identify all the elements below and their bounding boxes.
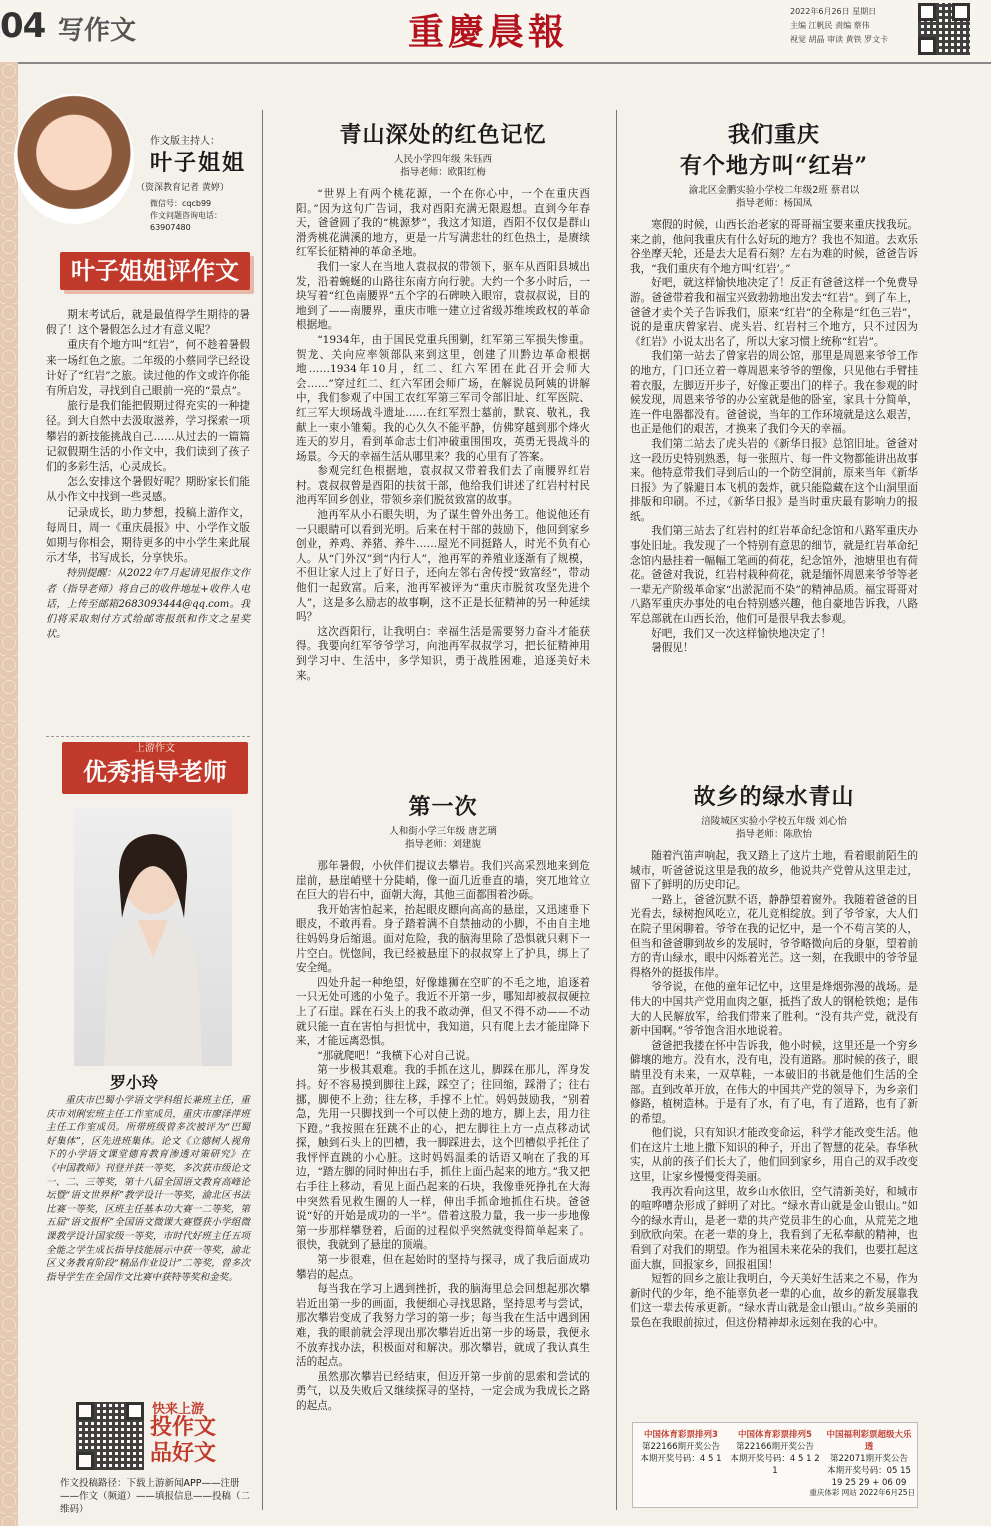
article-paragraph: 好吧，我们又一次这样愉快地决定了！ (651, 627, 832, 640)
article-paragraph: 爷爷说，在他的童年记忆中，这里是烽烟弥漫的战场。是伟大的中国共产党用血肉之躯，抵挡了敌人的钢枪铁炮；是伟大的人民解放军，给我们带来了胜利。“没有共产党，就没有新中国啊。”爷爷饱含泪水地说着。 (630, 981, 918, 1038)
article-paragraph: 这次酉阳行，让我明白：幸福生活是需要努力奋斗才能获得。我要向红军爷爷学习，向池再军叔叔学习，把长征精神用到学习中、生活中，多学知识，勇于战胜困难，追逐美好未来。 (296, 625, 590, 682)
editors: 主编 江帆民 责编 蔡伟 (790, 21, 870, 30)
lottery-ad-item (635, 1429, 727, 1465)
article-title-line1: 我们重庆 (727, 122, 820, 148)
host-contact (150, 198, 250, 234)
article-paragraph: 爸爸把我搂在怀中告诉我，他小时候，这里还是一个穷乡僻壤的地方。没有水，没有电，没有道路。那时候的孩子，眼睛里没有未来，一双草鞋，一本破旧的书就是他们生活的全部。直到改革开放，在伟大的中国共产党的领导下，为乡亲们修路，植树造林。于是有了水，有了电，有了道路，也有了新的希望。 (630, 1039, 918, 1125)
article-paragraph: 第一步很难，但在起始时的坚持与探寻，成了我后面成功攀岩的起点。 (296, 1254, 590, 1281)
lottery-issue: 第22166期开奖公告 (735, 1442, 815, 1452)
promo-path: 作文投稿路径：下载上游新闻APP——注册——作文（频道）——填报信息——投稿（二维码） (60, 1478, 251, 1515)
intro-paragraph: 记录成长，助力梦想，投稿上游作文，每周日，周一《重庆晨报》中、小学作文版如期与你相会，期待更多的中小学生来此展示才华，书写成长，分享快乐。 (46, 506, 250, 565)
host-name: 叶子姐姐 (150, 150, 247, 176)
section-name: 写作文 (58, 16, 137, 46)
article-paragraph: 一路上，爸爸沉默不语，静静望着窗外。我随着爸爸的目光看去，绿树抱风吃立，花儿竞相绽放。到了爷爷家，大人们在院子里闲聊着。爷爷在我的记忆中，是一个不苟言笑的人，但当和爸爸聊到故乡的发展时，爷爷略微向后的身躯，望着前方的青山绿水，眼中闪烁着光芒。这一刻，在我眼中的爷爷显得格外的挺拔伟岸。 (630, 893, 918, 979)
promo-line2: 投作文 (150, 1414, 217, 1440)
sidebar-intro (46, 308, 250, 642)
article-paragraph: 我们第三站去了红岩村的红岩革命纪念馆和八路军重庆办事处旧址。我发现了一个特别有意思的细节，就是红岩革命纪念馆内悬挂着一幅幅工笔画的荷花，纪念馆外，池塘里也有荷花。爸爸对我说，红岩村栽种荷花，就是缅怀周恩来爷爷等老一辈无产阶级革命家“出淤泥而不染”的精神品质。福宝哥哥对八路军重庆办事处的电台特别感兴趣，他自豪地告诉我，八路军总部就在山西长治，他们可是很早我去参观。 (630, 525, 918, 626)
article-paragraph: 他们说，只有知识才能改变命运，科学才能改变生活。他们在这片土地上撒下知识的种子，开出了智慧的花朵。春华秋实，从前的孩子们长大了，他们回到家乡，用自己的双手改变这里，让家乡慢慢变得美丽。 (630, 1127, 918, 1184)
intro-paragraph: 旅行是我们能把假期过得充实的一种捷径。到大自然中去汲取滋养，学习探索一项攀岩的新技能挑战自己……从过去的一篇篇记叙假期生活的小作文中，我们读到了孩子们的多彩生活，心灵成长。 (46, 400, 250, 474)
lottery-result: 本期开奖号码：05 15 19 25 29 + 06 09 (827, 1466, 911, 1488)
article-paragraph: 好吧，就这样愉快地决定了！反正有爸爸这样一个免费导游。爸爸带着我和福宝兴致勃勃地出发去“红岩”。到了车上，爸爸才卖个关子告诉我们，原来“红岩”的全称是“红色三岩”，说的是重庆曾家岩、虎头岩、红岩村三个地方，只不过因为《红岩》小说太出名了，所以大家习惯上统称“红岩”。 (630, 277, 918, 348)
article-body (296, 859, 590, 1414)
article-teacher: 指导老师：杨国凤 (735, 198, 812, 209)
lottery-ad-item (729, 1429, 821, 1477)
article-teacher: 指导老师：陈欣怡 (735, 829, 812, 840)
article-teacher: 指导老师：刘建旎 (404, 839, 481, 850)
article-author: 人民小学四年级 朱钰西 (393, 154, 493, 165)
article-paragraph: “1934年，由于国民党重兵围剿，红军第三军损失惨重。贺龙、关向应率领部队来到这里，创建了川黔边革命根据地……1934年10月，红二、红六军团在此召开会师大会……”穿过红二、红六军团会师广场，在解说员阿姨的讲解中，我们参观了中国工农红军第三军司令部旧址、红军医院、红三军大坝场战斗遗址……在红军烈士墓前，默哀、敬礼，我献上一束小雏菊。我的心久久不能平静，仿佛穿越到那个烽火连天的岁月，看到革命志士们冲破重围围攻，英勇无畏战斗的场景。今天的幸福生活从哪里来？我的心里有了答案。 (296, 333, 590, 463)
article-paragraph: 我们第二站去了虎头岩的《新华日报》总馆旧址。爸爸对这一段历史特别熟悉，每一张照片、每一件文物都能讲出故事来。他特意带我们寻到后山的一个防空洞前，原来当年《新华日报》为了躲避日本飞机的轰炸，就只能隐藏在这个山洞里面排版和印刷。不过，《新华日报》是当时重庆最有影响力的报纸。 (630, 437, 918, 523)
promo-slogan (150, 1414, 250, 1466)
promo-line1: 快来上游 (152, 1402, 205, 1417)
banner-small: 上游作文 (135, 743, 175, 754)
column-divider (262, 110, 263, 1510)
article-author: 涪陵城区实验小学校五年级 刘心怡 (701, 816, 847, 827)
article-paragraph: 我们第一站去了曾家岩的周公馆，那里是周恩来爷爷工作的地方，门口还立着一尊周恩来爷爷的塑像，只见他右手臂挂着衣服，左脚迈开步子，好像正要出门的样子。我在参观的时候发现，周恩来爷爷的办公室就是他的卧室，家具十分简单，连一件电器都没有。爸爸说，当年的工作环境就是这么艰苦，也正是他们的艰苦，才换来了我们今天的幸福。 (630, 350, 918, 436)
banner-review: 叶子姐姐评作文 (60, 252, 250, 290)
article-first-time (296, 790, 590, 1414)
hotline-label: 作文问题咨询电话： (150, 211, 222, 220)
article-paragraph: 第一步极其艰难。我的手抓在这儿，脚踩在那儿，浑身发抖。好不容易摸到脚往上踩，踩空了；往回缩，踩滑了；往右挪，脚使不上劲；往左移，手撑不上忙。妈妈鼓励我，“别着急，先用一只脚找到一个可以使上劲的地方，脚上去，用力往下蹬。”我按照在狂跳不止的心，把左脚往上方一点点移动试探，触到石头上的凹槽，我一脚踩进去，这个凹槽似乎托住了我怦怦直跳的小心脏。这时妈妈温柔的话语又响在了我的耳边，“踏左脚的同时伸出右手，抓住上面凸起来的地方。”我又把右手往上移动，看见上面凸起来的石块，我像垂死挣扎在大海中突然看见救生圈的人一样，伸出手抓命地抓住石块。爸爸说“好的开始是成功的一半”。借着这股力量，我一步一步地像第一步那样攀登着，后面的过程似乎突然就变得简单起来了。很快，我就到了悬崖的顶端。 (296, 1064, 590, 1252)
lottery-result: 本期开奖号码：4 5 1 2 1 (730, 1454, 820, 1476)
article-body (296, 187, 590, 683)
promo-qr-code-icon[interactable] (76, 1402, 144, 1470)
article-paragraph: 我再次看向这里，故乡山水依旧，空气清新美好，和城市的喧哗嘈杂形成了鲜明了对比。“绿水青山就是金山银山。”如今的绿水青山，是老一辈的共产党员非生的心血，从荒芜之地到欣欣向荣。在老一辈的身上，我看到了无私奉献的精神，也看到了对我们的期望。作为祖国未来花朵的我们，也要扛起这面大旗，回报家乡，回报祖国！ (630, 1185, 918, 1271)
decorative-strip (0, 62, 18, 1526)
header-info (790, 5, 915, 47)
masthead: 重慶晨報 (408, 11, 569, 53)
intro-paragraph: 重庆有个地方叫“红岩”，何不趁着暑假来一场红色之旅。二年级的小蔡同学已经设计好了“红岩”之旅。读过他的作文或许你能有所启发，寻找到自己眼前一亮的“景点”。 (46, 339, 250, 398)
article-paragraph: 短暂的回乡之旅让我明白，今天美好生活来之不易，作为新时代的少年，绝不能辜负老一辈的心血，故乡的新发展靠我们这一辈去传承更新。“绿水青山就是金山银山。”故乡美丽的景色在我眼前掠过，但这份精神却永远刻在我的心中。 (630, 1273, 918, 1329)
article-paragraph: 随着汽笛声响起，我又踏上了这片土地，看着眼前陌生的城市，听爸爸说这里是我的故乡，他说共产党曾从这里走过，留下了鲜明的历史印记。 (630, 850, 918, 892)
intro-notice: 特别提醒：从2022年7月起请见报作文作者（指导老师）将自己的收件地址+收件人电话，上传至邮箱2683093444@qq.com。我们将采取刻付方式给邮寄报纸和作文之星奖状。 (46, 568, 250, 641)
banner-big: 优秀指导老师 (83, 758, 227, 786)
lottery-result: 本期开奖号码：4 5 1 (640, 1454, 722, 1464)
lottery-title: 中国体育彩票排列3 (644, 1430, 718, 1440)
promo-line3: 品好文 (150, 1440, 217, 1466)
article-title: 第一次 (408, 794, 478, 820)
wechat-id: 微信号：cqcb99 (150, 199, 212, 208)
intro-paragraph: 怎么安排这个暑假好呢？期盼家长们能从小作文中找到一些灵感。 (46, 476, 250, 504)
teacher-figure-icon (74, 808, 232, 1066)
article-title: 故乡的绿水青山 (693, 784, 855, 810)
teacher-bio-text: 重庆市巴蜀小学语文学科组长兼班主任，重庆市刘俐宏班主任工作室成员，重庆市廖泽萍班主任工作室成员。所带班级曾多次被评为“巴蜀好集体”，区先进班集体。论文《立德树人视角下的小学语文课堂德育教育渗透对策研究》在《中国教师》刊登并获一等奖，多次获市级论文一、二、三等奖，第十八届全国语文教育高峰论坛暨“语文世界杯”教学设计一等奖，渝北区书法比赛一等奖，区班主任基本功大赛一二等奖，第五届“语文报杯”全国语文微课大赛暨获小学组微课教学设计国家级一等奖，市时代好班主任五项全能之学生成长指导技能展示中获一等奖，渝北区义务教育阶段“精品作业设计”二等奖，曾多次指导学生在全国作文比赛中获特等奖和金奖。 (46, 1095, 250, 1283)
page-number: 04 (0, 6, 46, 46)
article-title-line2: 有个地方叫“红岩” (679, 153, 869, 179)
lottery-ad-item (823, 1429, 915, 1489)
lottery-footer: 重庆体彩 网站 2022年6月25日 (809, 1488, 915, 1497)
article-paragraph: 四处升起一种绝望，好像雄狮在空旷的不毛之地，追逐着一只无处可逃的小兔子。我近不开第一步，哪知却被叔叔硬拉上了石崖。踩在石头上的我不敢动弹，但又不得不动——不动就只能一直在害怕与担忧中，我知道，只有爬上去才能崖降下来，才能远离恐惧。 (296, 976, 590, 1048)
issue-date: 2022年6月26日 星期日 (790, 7, 877, 16)
lottery-ad (632, 1422, 918, 1508)
host-label: 作文版主持人： (150, 136, 220, 147)
article-paragraph: 参观完红色根据地，袁叔叔又带着我们去了南腰界红岩村。袁叔叔曾是酉阳的扶贫干部，他给我们讲述了红岩村村民池再军回乡创业，带领乡亲们脱贫致富的故事。 (296, 465, 590, 507)
banner-teacher (62, 742, 248, 794)
article-teacher: 指导老师：欧阳红梅 (400, 167, 486, 178)
header-qr-code-icon[interactable] (918, 3, 970, 55)
article-paragraph: 那年暑假，小伙伴们提议去攀岩。我们兴高采烈地来到危崖前，悬崖峭壁十分陡峭，像一面几近垂直的墙，突兀地耸立在巨大的岩石中，面朝大海，其他三面都围着沙砾。 (296, 860, 590, 902)
teacher-photo (74, 808, 232, 1066)
article-paragraph: 池再军从小石眼失明，为了谋生曾外出务工。他说他还有一只眼睛可以看到光明。后来在村干部的鼓励下，他回到家乡创业，养鸡、养猪、养牛……屋光不同挺路人，时光不负有心人。从“门外汉”到“内行人”，池再军的养殖业逐渐有了规模，不但让家人过上了好日子，还向左邻右舍传授“致富经”，带动他们一起致富。后来，池再军被评为“重庆市脱贫攻坚先进个人”，这是多么励志的故事啊，这不正是长征精神的另一种延续吗？ (296, 509, 590, 624)
teacher-bio (46, 1094, 250, 1284)
teacher-name: 罗小玲 (110, 1073, 159, 1092)
lottery-title: 中国体育彩票排列5 (738, 1430, 812, 1440)
article-paragraph: 寒假的时候，山西长治老家的哥哥福宝要来重庆找我玩。来之前，他问我重庆有什么好玩的地方？我也不知道。去欢乐谷坐摩天轮，还是去大足看石刻？左右为难的时候，爸爸告诉我，“我们重庆有个地方叫‘红岩’。” (630, 219, 918, 275)
article-title: 青山深处的红色记忆 (339, 122, 547, 148)
divider (46, 736, 250, 737)
article-paragraph: 我开始害怕起来，抬起眼皮瞟向高高的悬崖，又迅速垂下眼皮，不敢再看。身子踏着满不自禁抽动的小脚，不由自主地往妈妈身后缩退。面对危险，我的脑海里除了恐惧就只剩下一片空白。恍惚间，我已经被悬崖下的叔叔穿上了护具，绑上了安全绳。 (296, 903, 590, 975)
article-paragraph: “那就爬吧！”我横下心对自己说。 (317, 1049, 477, 1062)
lottery-issue: 第22166期开奖公告 (641, 1442, 721, 1452)
lottery-issue: 第22071期开奖公告 (829, 1454, 909, 1464)
hotline-number: 63907480 (150, 223, 191, 232)
article-paragraph: 每当我在学习上遇到挫折，我的脑海里总会回想起那次攀岩近出第一步的画面，我便细心寻找思路，坚持思考与尝试，那次攀岩变成了我努力学习的第一步；每当我在生活中遇到困难，我的眼前就会浮现出那次攀岩近出第一步的场景，我便永不放弃找办法，积极面对和解决。那次攀岩，就成了我认真生活的起点。 (296, 1283, 590, 1369)
host-avatar (14, 94, 134, 224)
article-paragraph: 虽然那次攀岩已经结束，但迈开第一步前的思索和尝试的勇气，以及失败后又继续探寻的坚持，一定会成为我成长之路的起点。 (296, 1370, 590, 1412)
article-body (630, 849, 918, 1331)
article-author: 渝北区金鹏实验小学校二年级2班 蔡君以 (688, 185, 860, 196)
article-paragraph: “世界上有两个桃花源，一个在你心中，一个在重庆酉阳。”因为这句广告词，我对酉阳充满无限遐想。直到今年春天，爸爸圆了我的“桃源梦”，我这才知道，酉阳不仅仅是群山滑秀桃花满溪的地方，更是一片写满悲壮的红色热土，是赓续红军长征精神的革命圣地。 (296, 188, 590, 259)
host-title: （资深教育记者 黄婷） (136, 183, 229, 193)
lottery-title: 中国福利彩票超级大乐透 (826, 1430, 912, 1452)
column-divider (616, 110, 617, 1510)
article-paragraph: 暑假见！ (651, 642, 694, 655)
article-hongyan (630, 118, 918, 656)
article-paragraph: 我们一家人在当地人袁叔叔的带领下，驱车从酉阳县城出发，沿着蜿蜒的山路往东南方向行驶。大约一个多小时后，一块写着“红色南腰界”五个字的石碑映入眼帘，袁叔叔说，目的地到了——南腰界，重庆市唯一建立过省级苏维埃政权的革命根据地。 (296, 260, 590, 332)
article-green-hills (630, 780, 918, 1331)
article-author: 人和街小学三年级 唐艺璃 (389, 826, 497, 837)
intro-paragraph: 期末考试后，就是最值得学生期待的暑假了！这个暑假怎么过才有意义呢？ (46, 309, 250, 337)
article-red-memory (296, 118, 590, 683)
article-body (630, 218, 918, 656)
staff: 视觉 胡晶 审读 黄铁 罗文卡 (790, 35, 889, 44)
